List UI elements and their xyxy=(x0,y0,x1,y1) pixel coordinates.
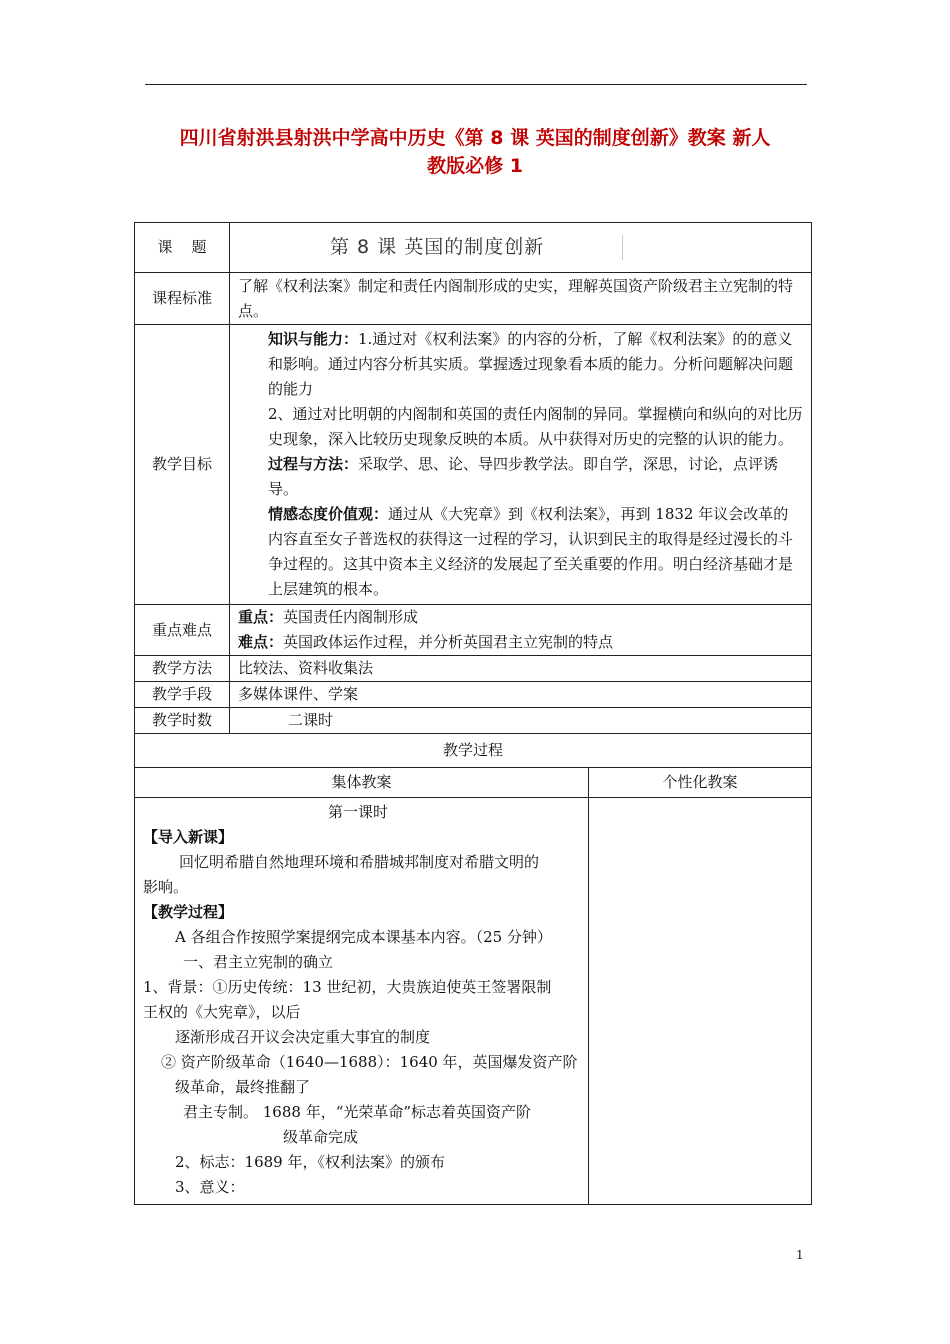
lesson-session: 第一课时 xyxy=(328,803,389,821)
col-collective: 集体教案 xyxy=(135,768,589,798)
goal-process xyxy=(238,452,803,502)
lesson-line: 3、意义： xyxy=(175,1178,245,1196)
goals-label: 教学目标 xyxy=(135,325,230,605)
goal-knowledge xyxy=(238,327,803,402)
lesson-line: 王权的《大宪章》，以后 xyxy=(143,1003,301,1021)
lesson-line: A 各组合作按照学案提纲完成本课基本内容。（25 分钟） xyxy=(175,928,552,946)
difficulty xyxy=(238,630,803,655)
goal-knowledge-title: 知识与能力： xyxy=(268,330,359,348)
key-point-text: 英国责任内阁制形成 xyxy=(283,608,419,626)
col-personal: 个性化教案 xyxy=(589,768,812,798)
difficulty-title: 难点： xyxy=(238,633,284,651)
means-label: 教学手段 xyxy=(135,682,230,708)
goals-cell xyxy=(230,325,812,605)
goal-process-text: 采取学、思、论、导四步教学法。即自学，深思，讨论，点评诱导。 xyxy=(268,455,779,498)
goal-emotion xyxy=(238,502,803,602)
lesson-line: 级革命完成 xyxy=(283,1128,359,1146)
topic-label: 课 题 xyxy=(135,223,230,273)
goal-emotion-text: 通过从《大宪章》到《权利法案》，再到 1832 年议会改革的内容直至女子普选权的获得这一过程的学习，认识到民主的取得是经过漫长的斗争过程的。这其中资本主义经济的发展起了至关重要的作用。明白经济基础才是上层建筑的根本。 xyxy=(268,505,794,598)
lesson-line: ② 资产阶级革命（1640—1688）：1640 年，英国爆发资产阶 xyxy=(161,1053,578,1071)
title-line-1: 四川省射洪县射洪中学高中历史《第 8 课 英国的制度创新》教案 新人 xyxy=(179,127,771,149)
hours-label: 教学时数 xyxy=(135,708,230,734)
key-point xyxy=(238,605,803,630)
document-title xyxy=(130,124,820,180)
lesson-plan-table xyxy=(134,222,812,1205)
personal-notes-cell xyxy=(589,798,812,1205)
goal-knowledge-2: 2、通过对比明朝的内阁制和英国的责任内阁制的异同。掌握横向和纵向的对比历史现象，深入比较历史现象反映的本质。从中获得对历史的完整的认识的能力。 xyxy=(268,405,803,448)
process-header: 教学过程 xyxy=(135,734,812,768)
key-point-title: 重点： xyxy=(238,608,284,626)
hours-value: 二课时 xyxy=(230,708,812,734)
goal-emotion-title: 情感态度价值观： xyxy=(268,505,389,523)
lesson-line: 影响。 xyxy=(143,878,189,896)
row-standard xyxy=(135,273,812,325)
lesson-line: 2、标志：1689 年，《权利法案》的颁布 xyxy=(175,1153,445,1171)
lesson-line: 君主专制。 1688 年，“光荣革命”标志着英国资产阶 xyxy=(183,1103,532,1121)
method-label: 教学方法 xyxy=(135,656,230,682)
row-process-header xyxy=(135,734,812,768)
row-topic xyxy=(135,223,812,273)
method-value: 比较法、资料收集法 xyxy=(230,656,812,682)
lesson-line: 级革命，最终推翻了 xyxy=(175,1078,311,1096)
difficulty-text: 英国政体运作过程，并分析英国君主立宪制的特点 xyxy=(283,633,614,651)
means-value: 多媒体课件、学案 xyxy=(230,682,812,708)
row-key xyxy=(135,605,812,656)
lesson-line: 1、背景：①历史传统：13 世纪初，大贵族迫使英王签署限制 xyxy=(143,978,552,996)
header-rule xyxy=(145,84,807,85)
row-goals xyxy=(135,325,812,605)
lesson-line: 回忆明希腊自然地理环境和希腊城邦制度对希腊文明的 xyxy=(179,853,540,871)
title-line-2: 教版必修 1 xyxy=(427,155,523,177)
standard-label: 课程标准 xyxy=(135,273,230,325)
lesson-line: 逐渐形成召开议会决定重大事宜的制度 xyxy=(175,1028,431,1046)
key-cell xyxy=(230,605,812,656)
page-number: 1 xyxy=(796,1248,804,1262)
topic-cell xyxy=(230,223,812,273)
row-lesson xyxy=(135,798,812,1205)
row-method xyxy=(135,656,812,682)
goal-process-title: 过程与方法： xyxy=(268,455,359,473)
lesson-process-heading xyxy=(143,900,580,925)
lesson-intro-heading-text: 【导入新课】 xyxy=(143,828,234,846)
key-label: 重点难点 xyxy=(135,605,230,656)
standard-value: 了解《权利法案》制定和责任内阁制形成的史实，理解英国资产阶级君主立宪制的特点。 xyxy=(230,273,812,325)
row-hours xyxy=(135,708,812,734)
goal-knowledge-text: 1.通过对《权利法案》的内容的分析，了解《权利法案》的的意义和影响。通过内容分析其实质。掌握透过现象看本质的能力。分析问题解决问题的能力 xyxy=(268,330,794,398)
lesson-intro-heading xyxy=(143,825,580,850)
lesson-process-heading-text: 【教学过程】 xyxy=(143,903,234,921)
row-columns xyxy=(135,768,812,798)
topic-value: 第 8 课 英国的制度创新 xyxy=(330,235,623,260)
lesson-section-heading: 一、君主立宪制的确立 xyxy=(183,953,334,971)
row-means xyxy=(135,682,812,708)
lesson-content xyxy=(135,798,589,1205)
